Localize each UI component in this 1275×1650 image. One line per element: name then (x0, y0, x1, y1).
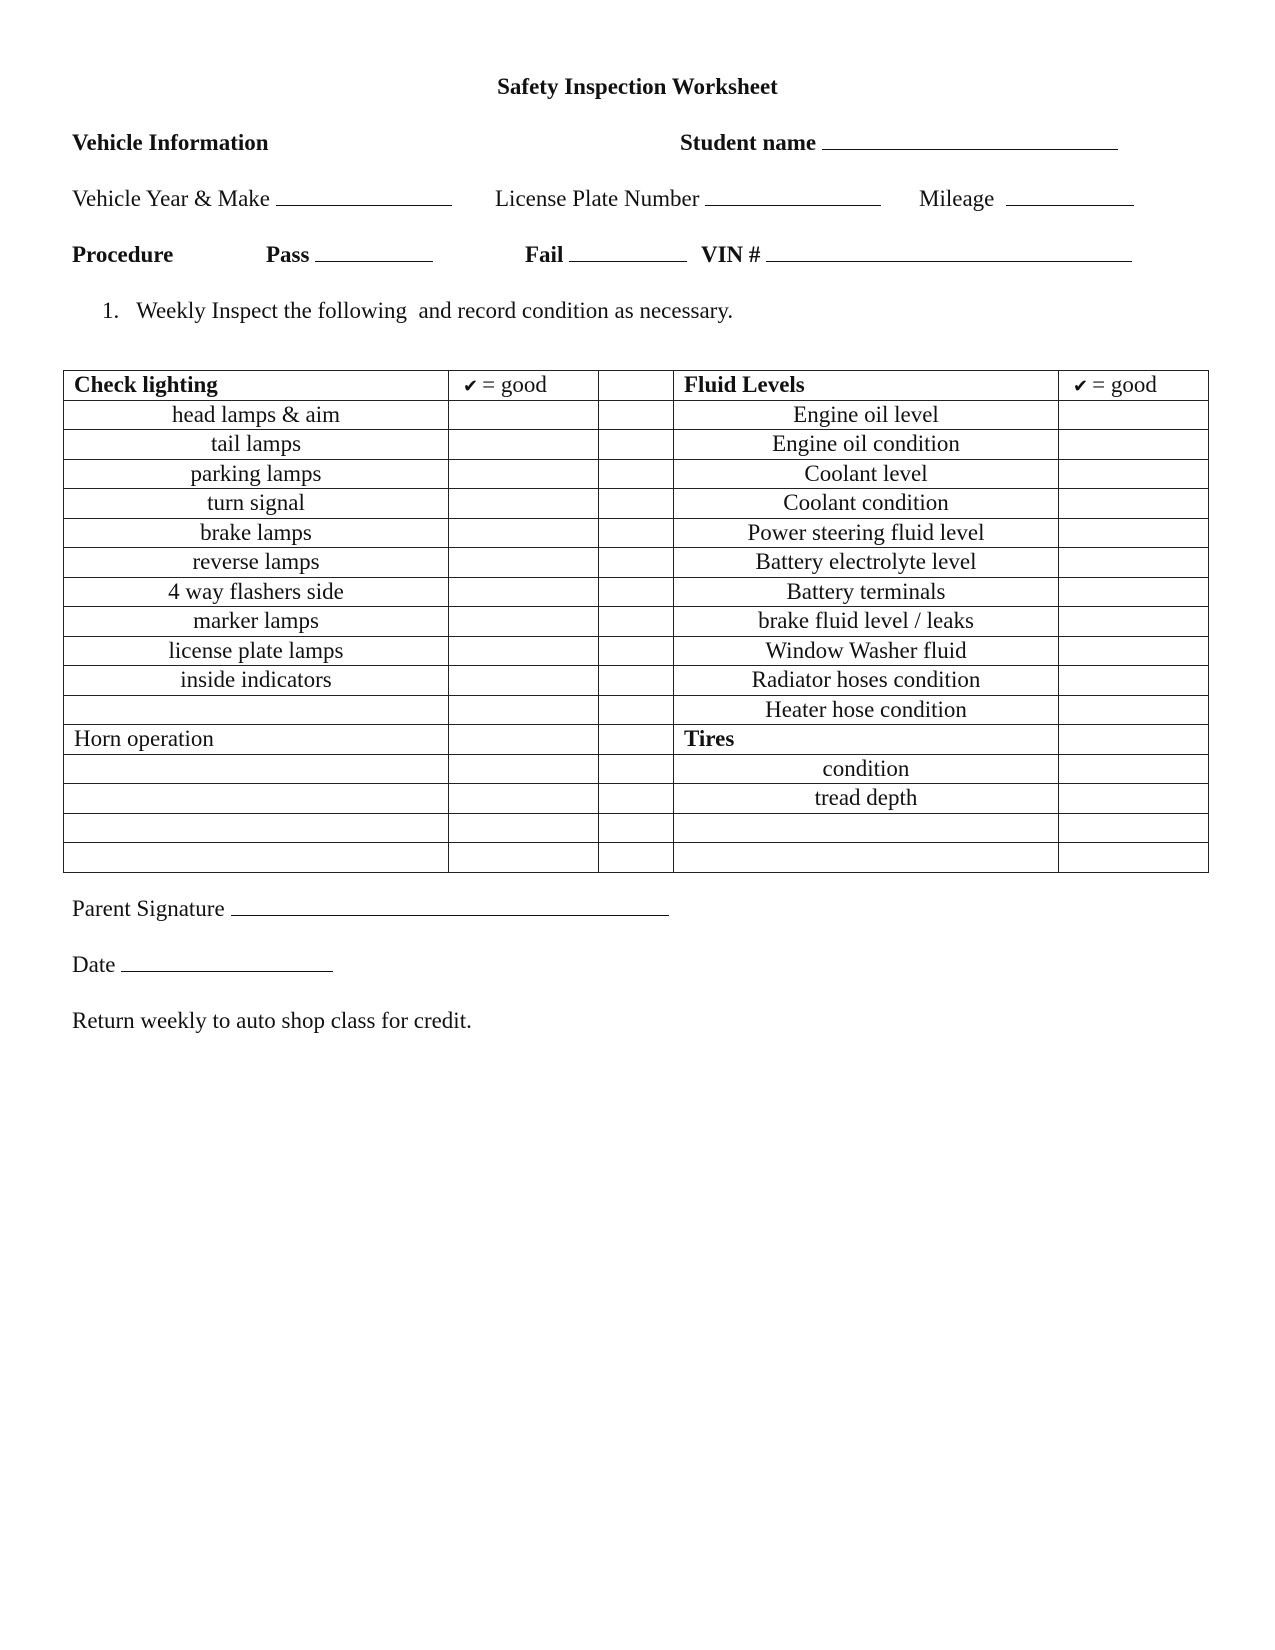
notes-cell[interactable] (599, 548, 674, 578)
fluid-check-cell[interactable] (1059, 400, 1209, 430)
notes-cell[interactable] (599, 430, 674, 460)
notes-cell[interactable] (599, 577, 674, 607)
table-row (64, 459, 1209, 489)
lighting-check-cell[interactable] (449, 754, 599, 784)
date-text: Date (72, 952, 116, 977)
good-label: = good (1092, 371, 1157, 397)
table-row (64, 754, 1209, 784)
notes-cell[interactable] (599, 400, 674, 430)
vin-text: VIN # (701, 242, 761, 267)
fluid-item: Coolant level (674, 459, 1059, 489)
fluid-item (674, 813, 1059, 843)
lighting-item: tail lamps (64, 430, 449, 460)
notes-cell[interactable] (599, 489, 674, 519)
lighting-check-cell[interactable] (449, 843, 599, 873)
lighting-check-cell[interactable] (449, 636, 599, 666)
table-row (64, 548, 1209, 578)
fluid-check-cell[interactable] (1059, 636, 1209, 666)
fail-text: Fail (525, 242, 564, 267)
parent-signature-label (72, 896, 669, 922)
vehicle-year-make-text: Vehicle Year & Make (72, 186, 271, 211)
fluid-check-cell[interactable] (1059, 459, 1209, 489)
vehicle-year-make-field[interactable] (276, 187, 452, 206)
lighting-check-cell[interactable] (449, 607, 599, 637)
lighting-check-cell[interactable] (449, 430, 599, 460)
good-header-left (449, 371, 599, 401)
lighting-check-cell[interactable] (449, 518, 599, 548)
vin-field[interactable] (766, 243, 1132, 262)
lighting-item (64, 784, 449, 814)
date-label (72, 952, 333, 978)
table-row (64, 666, 1209, 696)
lighting-check-cell[interactable] (449, 577, 599, 607)
lighting-check-cell[interactable] (449, 666, 599, 696)
lighting-check-cell[interactable] (449, 725, 599, 755)
student-name-field[interactable] (822, 131, 1118, 150)
fluid-item: tread depth (674, 784, 1059, 814)
fluid-check-cell[interactable] (1059, 548, 1209, 578)
fluid-check-cell[interactable] (1059, 577, 1209, 607)
lighting-check-cell[interactable] (449, 695, 599, 725)
table-row (64, 695, 1209, 725)
lighting-item (64, 695, 449, 725)
fluid-item (674, 843, 1059, 873)
notes-cell[interactable] (599, 518, 674, 548)
lighting-item (64, 813, 449, 843)
fluid-check-cell[interactable] (1059, 725, 1209, 755)
fluid-check-cell[interactable] (1059, 430, 1209, 460)
lighting-check-cell[interactable] (449, 548, 599, 578)
notes-cell[interactable] (599, 813, 674, 843)
lighting-item: inside indicators (64, 666, 449, 696)
fluid-check-cell[interactable] (1059, 754, 1209, 784)
fluid-item: Engine oil level (674, 400, 1059, 430)
lighting-item: head lamps & aim (64, 400, 449, 430)
fluid-item: Engine oil condition (674, 430, 1059, 460)
procedure-label: Procedure (72, 242, 174, 267)
fluid-item: Radiator hoses condition (674, 666, 1059, 696)
fluid-check-cell[interactable] (1059, 666, 1209, 696)
parent-signature-text: Parent Signature (72, 896, 225, 921)
mileage-field[interactable] (1006, 187, 1134, 206)
mileage-label (919, 186, 1134, 212)
table-row (64, 636, 1209, 666)
fluid-item: Tires (674, 725, 1059, 755)
return-note: Return weekly to auto shop class for credit. (72, 1008, 472, 1033)
table-row (64, 607, 1209, 637)
mileage-text: Mileage (919, 186, 995, 211)
lighting-check-cell[interactable] (449, 813, 599, 843)
page-title: Safety Inspection Worksheet (497, 74, 778, 99)
lighting-item: 4 way flashers side (64, 577, 449, 607)
lighting-item: marker lamps (64, 607, 449, 637)
fluid-item: condition (674, 754, 1059, 784)
vehicle-information-heading: Vehicle Information (72, 130, 269, 155)
lighting-check-cell[interactable] (449, 489, 599, 519)
table-row (64, 400, 1209, 430)
fluid-item: brake fluid level / leaks (674, 607, 1059, 637)
fluid-check-cell[interactable] (1059, 843, 1209, 873)
pass-field[interactable] (315, 243, 433, 262)
lighting-check-cell[interactable] (449, 459, 599, 489)
fluid-item: Battery electrolyte level (674, 548, 1059, 578)
notes-cell[interactable] (599, 459, 674, 489)
lighting-item: reverse lamps (64, 548, 449, 578)
fluid-levels-header: Fluid Levels (674, 371, 1059, 401)
student-name-text: Student name (680, 130, 817, 155)
inspection-table (63, 370, 1209, 873)
fluid-item: Power steering fluid level (674, 518, 1059, 548)
fluid-check-cell[interactable] (1059, 695, 1209, 725)
lighting-item: license plate lamps (64, 636, 449, 666)
license-plate-label (495, 186, 881, 212)
notes-cell[interactable] (599, 695, 674, 725)
lighting-item: turn signal (64, 489, 449, 519)
notes-cell[interactable] (599, 843, 674, 873)
fluid-item: Window Washer fluid (674, 636, 1059, 666)
date-field[interactable] (121, 953, 333, 972)
table-row (64, 518, 1209, 548)
parent-signature-field[interactable] (231, 897, 669, 916)
lighting-item: parking lamps (64, 459, 449, 489)
instruction-text: 1. Weekly Inspect the following and record condition as necessary. (102, 298, 734, 323)
fail-label (525, 242, 687, 268)
check-icon: ✔ (463, 375, 479, 396)
pass-text: Pass (266, 242, 310, 267)
notes-cell[interactable] (599, 607, 674, 637)
notes-cell[interactable] (599, 725, 674, 755)
table-row (64, 843, 1209, 873)
license-plate-text: License Plate Number (495, 186, 700, 211)
lighting-item (64, 843, 449, 873)
student-name-label (680, 130, 1118, 156)
table-row (64, 577, 1209, 607)
fluid-item: Coolant condition (674, 489, 1059, 519)
fluid-check-cell[interactable] (1059, 489, 1209, 519)
table-row (64, 784, 1209, 814)
vehicle-year-make-label (72, 186, 452, 212)
table-row (64, 725, 1209, 755)
table-row (64, 489, 1209, 519)
fluid-item: Heater hose condition (674, 695, 1059, 725)
good-header-right (1059, 371, 1209, 401)
extra-header-cell (599, 371, 674, 401)
table-row (64, 430, 1209, 460)
fluid-item: Battery terminals (674, 577, 1059, 607)
table-header-row (64, 371, 1209, 401)
pass-label (266, 242, 433, 268)
lighting-item (64, 754, 449, 784)
fluid-check-cell[interactable] (1059, 784, 1209, 814)
fluid-check-cell[interactable] (1059, 518, 1209, 548)
check-lighting-header: Check lighting (64, 371, 449, 401)
fail-field[interactable] (569, 243, 687, 262)
lighting-check-cell[interactable] (449, 784, 599, 814)
fluid-check-cell[interactable] (1059, 813, 1209, 843)
notes-cell[interactable] (599, 754, 674, 784)
good-label: = good (482, 371, 547, 397)
notes-cell[interactable] (599, 636, 674, 666)
lighting-item: brake lamps (64, 518, 449, 548)
lighting-item: Horn operation (64, 725, 449, 755)
notes-cell[interactable] (599, 784, 674, 814)
lighting-check-cell[interactable] (449, 400, 599, 430)
license-plate-field[interactable] (705, 187, 881, 206)
notes-cell[interactable] (599, 666, 674, 696)
vin-label (701, 242, 1132, 268)
fluid-check-cell[interactable] (1059, 607, 1209, 637)
table-row (64, 813, 1209, 843)
check-icon: ✔ (1073, 375, 1089, 396)
